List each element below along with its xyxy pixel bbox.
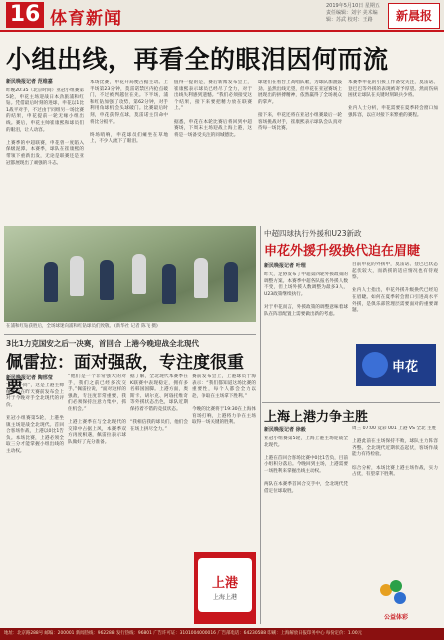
footer-text: 地址：北京路288号 邮编：200001 新闻热线：962288 发行热线：96801 广告许可证：3101004000016 广告部电话：64230588 印刷：上海解放日报印务中心 每份定价：1.00元 [4, 631, 363, 636]
second-body-col-2: “他们是一个非常强大的对手，我们之前已经多次交手。”佩雷拉说，“面对这样的强敌，专注度非常重要，我们必须保持注意力集中，抓住机会。” 上港上赛季在与全北现代的交锋中占据上风，本赛季双方再度相遇，佩雷拉表示球队做好了充分准备。 [68, 374, 126, 445]
player-figure [162, 264, 176, 304]
fourth-headline: 上海上港力争主胜 [264, 410, 369, 425]
lead-body-col-2: 本场比赛，申花开局便占据主动。上半场第23分钟，莫雷诺禁区内抢点破门，不过被判越位在先。下半场，浦和红钻加强了攻势，第62分钟，对手利用角球机会头球破门。比赛最后时刻，申花获得点球，莫雷诺主罚命中将比分扳平。 终场哨响，申花球员们瘫坐在草地上，不少人流下了眼泪。 [90, 80, 168, 145]
photo-caption: 在浦和红钻获胜后，全场球迷向浦和红钻球员们致敬。(新华社 记者 陈飞 摄) [6, 324, 158, 329]
section-divider [262, 402, 440, 403]
second-body-col-3: 据了解，全北现代本赛季在K联赛中表现稳定，拥有多名韩国国脚。上港方面，奥斯卡、胡尔克、阿瑙托维奇等外援状态出色，球队近期保持着不错的竞技状态。 “我相信我的球员们，他们会在场上拼尽全力。” [130, 374, 188, 432]
player-figure [132, 254, 146, 294]
masthead-rule [0, 30, 444, 32]
section-divider [4, 334, 256, 335]
third-kicker: 中超四球执行外援和U23新政 [264, 229, 362, 238]
newspaper-logo: 新晨报 [388, 3, 440, 29]
shenhua-promo [356, 344, 436, 386]
fourth-byline: 新民晚报记者 徐毅 [264, 427, 306, 433]
shenhua-promo-title: 申花 [392, 360, 419, 375]
lead-body-col-4: 球迷们在看台上高唱队歌，为球队加油鼓劲。虽然出线无望，但申花在亚冠赛场上展现出的拼搏精神，依然赢得了全场观众的掌声。 接下来，申花还将在亚冠小组赛最后一轮客场挑战对手，崔康熙表示球队会认真对待每一场比赛。 [258, 80, 342, 132]
shenhua-emblem-icon [362, 352, 388, 378]
player-figure [224, 262, 238, 302]
second-body-col-4: 赛前发布会上，上港球员于海表示：“我们都知道这场比赛的重要性，每个人都会全力以赴，争取在主场拿下胜利。” 今晚的比赛将于19:30在上海体育场打响，上港将力争在主场取得一场关键的胜利。 [192, 374, 256, 426]
second-headline: 佩雷拉：面对强敌，专注度很重要 [6, 353, 244, 398]
lottery-logo-area [356, 580, 436, 624]
player-figure [44, 262, 58, 302]
player-figure [194, 258, 208, 298]
lottery-logo-icon [378, 580, 412, 610]
third-headline: 申花外援升级换代迫在眉睫 [264, 244, 421, 259]
second-body-col-1: “较大不同”，这是上港主帅佩雷拉在昨天赛前发布会上对于今晚对手全北现代的评价。 亚冠小组赛第5轮，上港坐镇主场迎战全北现代。首回合客场作战，上港以0比1告负。本场比赛，上港必须全取三分才能掌握小组出线的主动权。 [6, 383, 64, 454]
page-number: 16 [6, 2, 44, 28]
lead-byline: 新民晚报记者 范维嘉 [6, 79, 53, 85]
second-byline: 新民晚报记者 陶邢莹 [6, 375, 53, 381]
third-byline: 新民晚报记者 叶理 [264, 263, 306, 269]
date-line-2: 责任编辑：刘宇 美术编辑：苏武 校对：王路 [326, 10, 378, 23]
player-figure [100, 260, 114, 300]
lead-body-col-5: 本赛季申花的引援工作备受关注，莫雷诺、登巴巴等外援的表现被寄予厚望。然而伤病困扰让球队在关键时刻缺兵少将。 业内人士分析，申花需要在夏季转会窗口加强阵容，以应对接下来繁重的赛程。 [348, 80, 438, 118]
fourth-body-col-2: 周三 07:00 竞彩 001 上港 VS 全北 主胜 上港此前在主场保持不败，球队主力阵容齐整。全北现代近期状态起伏，客场作战能力有待检验。 综合分析，本场比赛上港主场作战，实力占优，有望拿下胜利。 [352, 426, 438, 478]
lead-body-col-1: 昨晚20:35（北京时间）亚冠小组赛第5轮，申花主场迎战日本劲旅浦和红钻。凭借最后时刻的进球，申花以1比1战平对手，不过由于同组另一场比赛的结果，申花提前一轮无缘小组出线。赛后，申花主帅崔康熙和球员们的眼泪，让人动容。 上赛季的中超联赛，申花曾一度陷入保级泥潭。本赛季，球队在崔康熙的带领下重新出发，无论是联赛还是亚冠都展现出了顽强的斗志。 [6, 88, 84, 166]
third-body-col-1: 昨天，足协发布了中超第四轮外援政策的调整方案。本赛季中超各队报名外援人数不变，但上场外援人数调整为最多3人，U23政策继续执行。 对于申花而言，外援政策的调整意味着球队在阵容配置上需要做出新的考虑。 [264, 272, 348, 317]
third-body-col-2: 目前申花的外援中，莫雷诺、登巴巴状态起伏较大，而新援的适应情况也有待观察。 业内人士指出，申花外援升级换代已经迫在眉睫。如何在夏季转会窗口引进高水平外援，是俱乐部管理层需要面对的重要课题。 [352, 262, 438, 314]
team-emblem [198, 558, 252, 612]
shanggang-promo [194, 552, 256, 624]
section-title: 体育新闻 [50, 9, 122, 29]
masthead-bar [0, 0, 444, 30]
lottery-logo-label: 公益体彩 [383, 614, 408, 621]
promo-sublabel: 上海上港 [212, 594, 237, 601]
fourth-body-col-1: 亚冠小组赛第5轮，上海上港主场迎战全北现代。 上港在首回合客场比赛中0比1告负，目前小组积分落后。今晚回到主场，上港需要一场胜利来掌握出线主动权。 两队在本赛季首回合交手中，全北现代凭借定位球取胜。 [264, 436, 348, 494]
lead-photo [4, 226, 256, 322]
column-divider [260, 226, 261, 624]
date-line-1: 2019年5月10日 星期五 [326, 3, 380, 9]
player-figure [70, 256, 84, 296]
lead-headline: 小组出线，再看全的眼泪因何而流 [6, 45, 389, 74]
lead-body-col-3: 值得一提的是，赛后新闻发布会上，崔康熙表示球员已经尽了全力，对于出线失利感到遗憾。“我们必须接受这个结果，接下来要把精力放在联赛上。” 据悉，申花在本轮比赛后将回到中超赛场，下周末主场迎战上海上港，这将是一场备受关注的同城德比。 [174, 80, 252, 138]
date-line [326, 3, 386, 24]
page-footer [0, 628, 444, 640]
promo-label: 上港 [211, 576, 238, 591]
second-kicker: 3比1力克国安之后一决赛，首回合 上港今晚迎战全北现代 [6, 339, 200, 348]
